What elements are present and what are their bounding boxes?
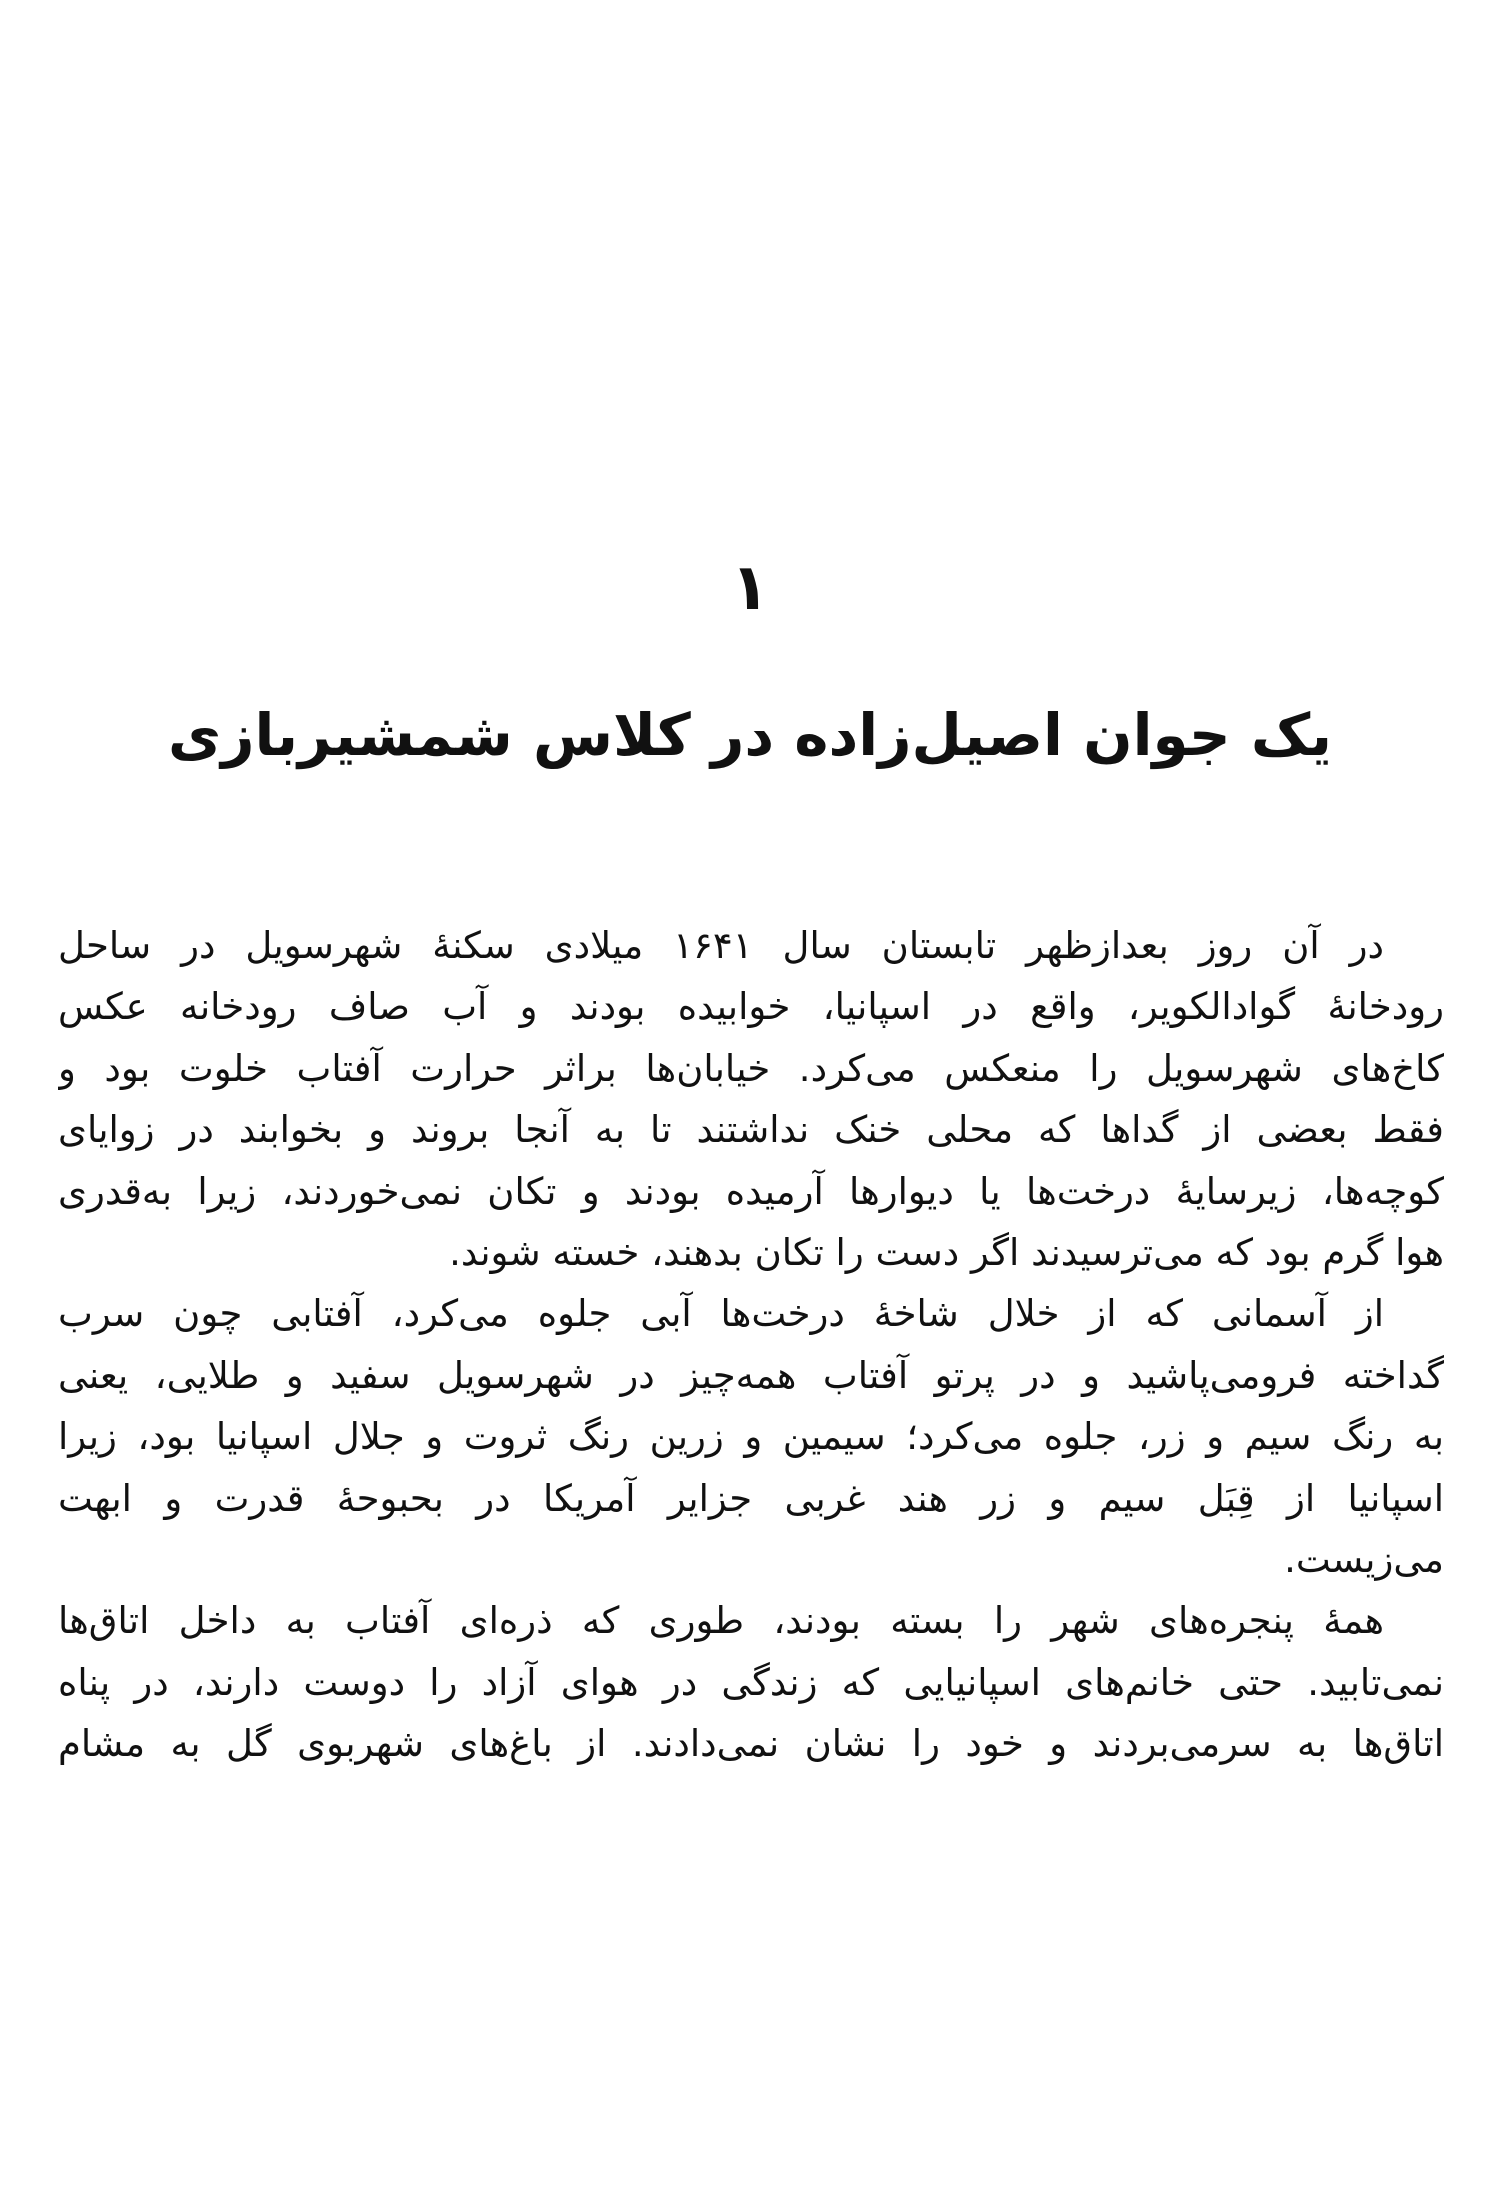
text-line: اسپانیا از قِبَل سیم و زر هند غربی جزایر آمریکا در بحبوحهٔ قدرت و ابهت	[58, 1476, 1444, 1520]
text-line: کوچه‌ها، زیرسایهٔ درخت‌ها یا دیوارها آرمیده بودند و تکان نمی‌خوردند، زیرا به‌قدری	[58, 1169, 1444, 1213]
text-line: فقط بعضی از گداها که محلی خنک نداشتند تا به آنجا بروند و بخوابند در زوایای	[58, 1108, 1444, 1152]
text-line: می‌زیست.	[1284, 1537, 1444, 1581]
text-line: کاخ‌های شهرسویل را منعکس می‌کرد. خیابان‌ها براثر حرارت آفتاب خلوت بود و	[58, 1046, 1444, 1090]
chapter-number: ۱	[730, 551, 770, 625]
text-line: گداخته فرومی‌پاشید و در پرتو آفتاب همه‌چیز در شهرسویل سفید و طلایی، یعنی	[58, 1353, 1444, 1397]
paragraph-3	[58, 1590, 1444, 1774]
paragraph-1	[58, 915, 1444, 1283]
text-line: از آسمانی که از خلال شاخهٔ درخت‌ها آبی جلوه می‌کرد، آفتابی چون سرب	[58, 1292, 1384, 1336]
text-line: به رنگ سیم و زر، جلوه می‌کرد؛ سیمین و زرین رنگ ثروت و جلال اسپانیا بود، زیرا	[58, 1415, 1444, 1459]
text-line: همهٔ پنجره‌های شهر را بسته بودند، طوری که ذره‌ای آفتاب به داخل اتاق‌ها	[58, 1599, 1384, 1643]
text-line: رودخانهٔ گوادالکویر، واقع در اسپانیا، خوابیده بودند و آب صاف رودخانه عکس	[58, 985, 1444, 1029]
chapter-title: یک جوان اصیل‌زاده در کلاس شمشیربازی	[167, 701, 1333, 769]
text-line: هوا گرم بود که می‌ترسیدند اگر دست را تکان بدهند، خسته شوند.	[449, 1230, 1444, 1274]
text-line: در آن روز بعدازظهر تابستان سال ۱۶۴۱ میلادی سکنهٔ شهرسویل در ساحل	[58, 924, 1384, 967]
text-line: اتاق‌ها به سرمی‌بردند و خود را نشان نمی‌دادند. از باغ‌های شهربوی گل به مشام	[58, 1722, 1444, 1766]
body-text	[58, 915, 1444, 1774]
text-line: نمی‌تابید. حتی خانم‌های اسپانیایی که زندگی در هوای آزاد را دوست دارند، در پناه	[58, 1660, 1444, 1704]
paragraph-2	[58, 1283, 1444, 1590]
